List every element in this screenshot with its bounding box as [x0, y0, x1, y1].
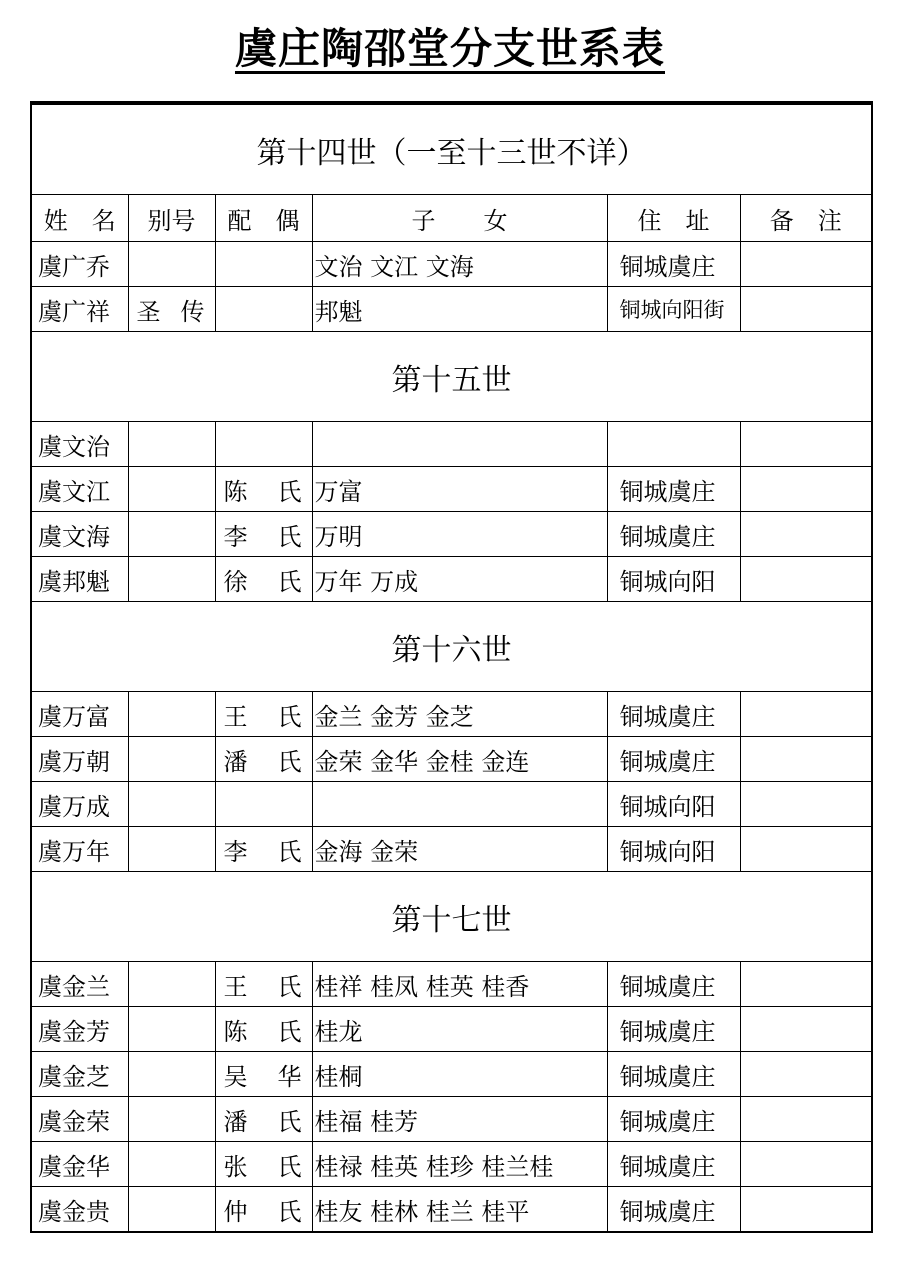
table-row — [31, 782, 872, 827]
section-row — [31, 332, 872, 422]
cell-name: 虞文江 — [31, 467, 128, 512]
cell-note — [740, 1142, 872, 1187]
cell-spouse: 徐 氏 — [215, 557, 312, 602]
table-row — [31, 467, 872, 512]
cell-alias — [128, 422, 215, 467]
cell-note — [740, 827, 872, 872]
cell-spouse: 陈 氏 — [215, 1007, 312, 1052]
table-row — [31, 962, 872, 1007]
cell-name: 虞文海 — [31, 512, 128, 557]
cell-name: 虞万富 — [31, 692, 128, 737]
cell-name: 虞金贵 — [31, 1187, 128, 1233]
cell-note — [740, 1187, 872, 1233]
cell-name: 虞广祥 — [31, 287, 128, 332]
cell-address: 铜城虞庄 — [607, 242, 740, 287]
cell-children: 金荣 金华 金桂 金连 — [312, 737, 607, 782]
cell-name: 虞金芳 — [31, 1007, 128, 1052]
section-title: 第十七世 — [31, 872, 872, 962]
cell-address: 铜城虞庄 — [607, 1052, 740, 1097]
table-row — [31, 737, 872, 782]
cell-spouse — [215, 287, 312, 332]
cell-note — [740, 242, 872, 287]
cell-address: 铜城虞庄 — [607, 962, 740, 1007]
cell-name: 虞万年 — [31, 827, 128, 872]
table-row — [31, 1187, 872, 1233]
header-row — [31, 195, 872, 242]
genealogy-table-body — [31, 103, 872, 1232]
cell-alias — [128, 1052, 215, 1097]
cell-alias — [128, 1187, 215, 1233]
cell-name: 虞文治 — [31, 422, 128, 467]
cell-name: 虞金芝 — [31, 1052, 128, 1097]
cell-children: 邦魁 — [312, 287, 607, 332]
cell-children: 万年 万成 — [312, 557, 607, 602]
table-row — [31, 1142, 872, 1187]
cell-address: 铜城向阳 — [607, 557, 740, 602]
cell-spouse: 王 氏 — [215, 962, 312, 1007]
cell-children: 桂友 桂林 桂兰 桂平 — [312, 1187, 607, 1233]
header-note: 备 注 — [740, 195, 872, 242]
cell-children: 桂禄 桂英 桂珍 桂兰桂 — [312, 1142, 607, 1187]
cell-children: 万富 — [312, 467, 607, 512]
cell-alias — [128, 1007, 215, 1052]
cell-children: 文治 文江 文海 — [312, 242, 607, 287]
cell-alias — [128, 512, 215, 557]
header-name: 姓 名 — [31, 195, 128, 242]
cell-name: 虞金荣 — [31, 1097, 128, 1142]
cell-name: 虞万成 — [31, 782, 128, 827]
cell-spouse — [215, 782, 312, 827]
cell-note — [740, 962, 872, 1007]
cell-children — [312, 782, 607, 827]
cell-alias — [128, 782, 215, 827]
cell-spouse: 陈 氏 — [215, 467, 312, 512]
section-title: 第十四世（一至十三世不详） — [31, 103, 872, 195]
cell-note — [740, 782, 872, 827]
cell-children: 金海 金荣 — [312, 827, 607, 872]
cell-children: 桂桐 — [312, 1052, 607, 1097]
cell-alias — [128, 557, 215, 602]
section-row — [31, 872, 872, 962]
cell-note — [740, 422, 872, 467]
cell-note — [740, 557, 872, 602]
cell-spouse — [215, 242, 312, 287]
cell-alias — [128, 827, 215, 872]
cell-alias: 圣 传 — [128, 287, 215, 332]
section-title: 第十五世 — [31, 332, 872, 422]
cell-spouse: 李 氏 — [215, 827, 312, 872]
cell-spouse: 王 氏 — [215, 692, 312, 737]
cell-note — [740, 1097, 872, 1142]
cell-name: 虞广乔 — [31, 242, 128, 287]
cell-alias — [128, 737, 215, 782]
cell-address: 铜城向阳街 — [607, 287, 740, 332]
cell-note — [740, 737, 872, 782]
table-row — [31, 422, 872, 467]
cell-alias — [128, 962, 215, 1007]
cell-address — [607, 422, 740, 467]
cell-alias — [128, 1097, 215, 1142]
table-row — [31, 1097, 872, 1142]
cell-note — [740, 287, 872, 332]
header-alias: 别号 — [128, 195, 215, 242]
section-row — [31, 602, 872, 692]
cell-address: 铜城虞庄 — [607, 1187, 740, 1233]
cell-name: 虞万朝 — [31, 737, 128, 782]
cell-children: 万明 — [312, 512, 607, 557]
cell-children — [312, 422, 607, 467]
table-row — [31, 557, 872, 602]
cell-note — [740, 1052, 872, 1097]
cell-spouse: 李 氏 — [215, 512, 312, 557]
cell-spouse: 潘 氏 — [215, 1097, 312, 1142]
page-title-text: 虞庄陶邵堂分支世系表 — [234, 24, 665, 73]
cell-note — [740, 1007, 872, 1052]
table-row — [31, 692, 872, 737]
cell-spouse — [215, 422, 312, 467]
header-children: 子 女 — [312, 195, 607, 242]
cell-note — [740, 467, 872, 512]
cell-spouse: 仲 氏 — [215, 1187, 312, 1233]
cell-address: 铜城虞庄 — [607, 1007, 740, 1052]
cell-address: 铜城虞庄 — [607, 1097, 740, 1142]
cell-address: 铜城虞庄 — [607, 692, 740, 737]
cell-children: 金兰 金芳 金芝 — [312, 692, 607, 737]
cell-alias — [128, 467, 215, 512]
cell-name: 虞金兰 — [31, 962, 128, 1007]
table-row — [31, 827, 872, 872]
cell-alias — [128, 242, 215, 287]
table-row — [31, 512, 872, 557]
cell-children: 桂龙 — [312, 1007, 607, 1052]
cell-name: 虞金华 — [31, 1142, 128, 1187]
cell-note — [740, 692, 872, 737]
table-row — [31, 242, 872, 287]
cell-name: 虞邦魁 — [31, 557, 128, 602]
cell-note — [740, 512, 872, 557]
cell-address: 铜城向阳 — [607, 827, 740, 872]
cell-children: 桂祥 桂凤 桂英 桂香 — [312, 962, 607, 1007]
table-row — [31, 1007, 872, 1052]
genealogy-table — [30, 101, 873, 1233]
cell-spouse: 张 氏 — [215, 1142, 312, 1187]
cell-address: 铜城向阳 — [607, 782, 740, 827]
cell-alias — [128, 1142, 215, 1187]
cell-address: 铜城虞庄 — [607, 512, 740, 557]
cell-address: 铜城虞庄 — [607, 467, 740, 512]
cell-address: 铜城虞庄 — [607, 737, 740, 782]
header-address: 住 址 — [607, 195, 740, 242]
section-row — [31, 103, 872, 195]
table-row — [31, 287, 872, 332]
header-spouse: 配 偶 — [215, 195, 312, 242]
cell-children: 桂福 桂芳 — [312, 1097, 607, 1142]
cell-spouse: 吴 华 — [215, 1052, 312, 1097]
page-title — [0, 16, 900, 76]
table-row — [31, 1052, 872, 1097]
cell-alias — [128, 692, 215, 737]
section-title: 第十六世 — [31, 602, 872, 692]
cell-spouse: 潘 氏 — [215, 737, 312, 782]
cell-address: 铜城虞庄 — [607, 1142, 740, 1187]
